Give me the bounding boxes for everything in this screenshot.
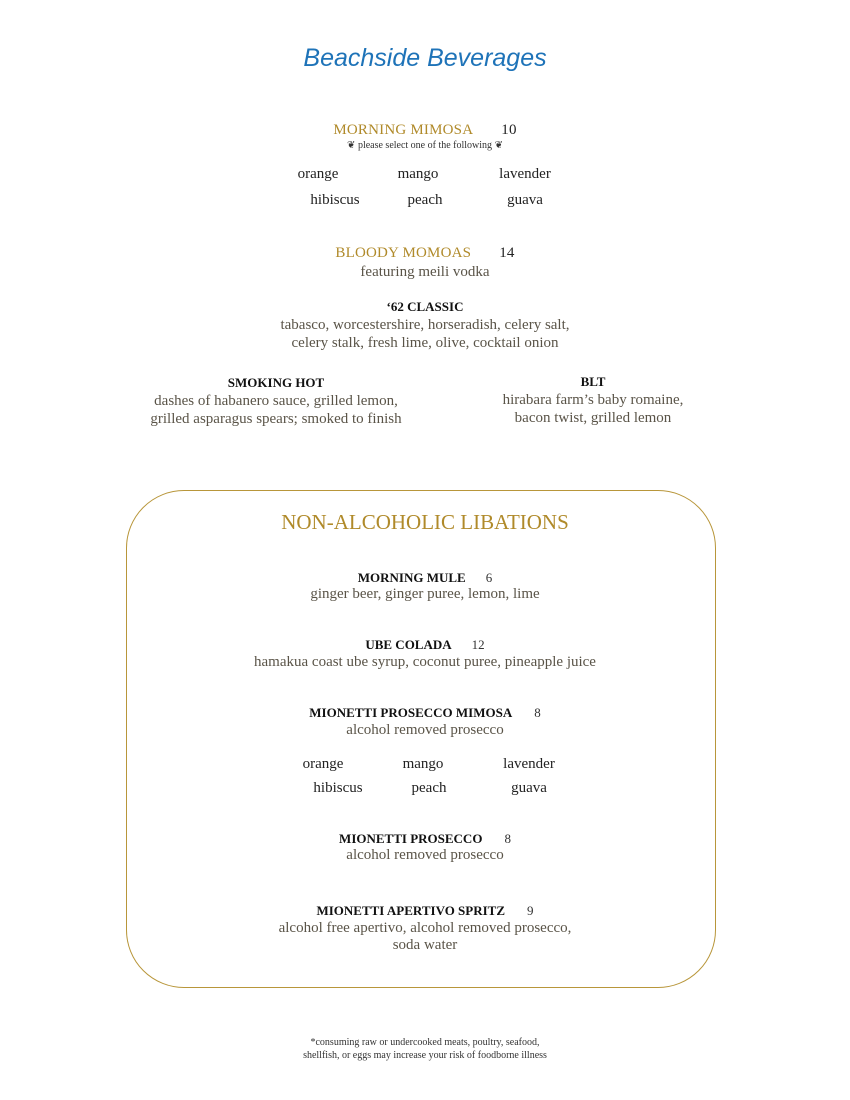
na-flavor-orange: orange [302, 756, 344, 772]
blt-name: BLT [580, 374, 606, 389]
blt-desc-line2: bacon twist, grilled lemon [514, 410, 672, 426]
bloody-momoas-name: BLOODY MOMOAS [335, 245, 472, 261]
smoking-hot-desc-line2: grilled asparagus spears; smoked to finish [150, 411, 402, 427]
spritz-name: MIONETTI APERTIVO SPRITZ [316, 903, 506, 918]
mimosa-flavor-lavender: lavender [499, 166, 551, 182]
ube-colada-desc: hamakua coast ube syrup, coconut puree, pineapple juice [254, 654, 596, 670]
prosecco-mimosa-name: MIONETTI PROSECCO MIMOSA [309, 705, 513, 720]
bloody-momoas-heading [0, 245, 850, 262]
spritz-desc-line2: soda water [392, 937, 458, 953]
page-title: Beachside Beverages [303, 44, 547, 72]
prosecco-mimosa-heading [0, 704, 850, 722]
morning-mimosa-note [0, 140, 850, 151]
footer-disclaimer-line1: *consuming raw or undercooked meats, poultry, seafood, [310, 1037, 540, 1048]
na-flavor-mango: mango [402, 756, 444, 772]
smoking-hot-desc-line1: dashes of habanero sauce, grilled lemon, [154, 393, 398, 409]
mimosa-flavor-mango: mango [397, 166, 439, 182]
smoking-hot-name: SMOKING HOT [227, 375, 325, 390]
prosecco-heading [0, 830, 850, 848]
mimosa-flavor-peach: peach [407, 192, 443, 208]
na-flavor-peach: peach [411, 780, 447, 796]
na-flavor-hibiscus: hibiscus [313, 780, 363, 796]
spritz-price: 9 [527, 903, 534, 918]
classic-desc-line1: tabasco, worcestershire, horseradish, celery salt, [280, 317, 570, 333]
morning-mimosa-heading [0, 122, 850, 139]
prosecco-desc: alcohol removed prosecco [346, 847, 504, 863]
non-alcoholic-title: NON-ALCOHOLIC LIBATIONS [281, 510, 569, 534]
blt-desc-line1: hirabara farm’s baby romaine, [502, 392, 684, 408]
na-flavor-guava: guava [511, 780, 547, 796]
spritz-desc-line1: alcohol free apertivo, alcohol removed prosecco, [278, 920, 572, 936]
morning-mule-desc: ginger beer, ginger puree, lemon, lime [310, 586, 540, 602]
classic-name: ‘62 CLASSIC [386, 299, 464, 314]
prosecco-price: 8 [504, 831, 511, 846]
footer-disclaimer-line2: shellfish, or eggs may increase your risk of foodborne illness [303, 1050, 547, 1061]
ube-colada-heading [0, 636, 850, 654]
prosecco-mimosa-price: 8 [534, 705, 541, 720]
flourish-right-icon: ❦ [494, 140, 503, 151]
mimosa-flavor-guava: guava [507, 192, 543, 208]
na-flavor-lavender: lavender [503, 756, 555, 772]
morning-mule-price: 6 [485, 570, 493, 585]
prosecco-mimosa-desc: alcohol removed prosecco [346, 722, 504, 738]
spritz-heading [0, 902, 850, 920]
mimosa-flavor-hibiscus: hibiscus [310, 192, 360, 208]
bloody-momoas-price: 14 [499, 245, 515, 261]
morning-mimosa-price: 10 [501, 122, 517, 138]
morning-mimosa-name: MORNING MIMOSA [333, 122, 474, 138]
ube-colada-name: UBE COLADA [365, 637, 452, 652]
flourish-left-icon: ❦ [347, 140, 356, 151]
select-note: please select one of the following [357, 140, 493, 151]
classic-desc-line2: celery stalk, fresh lime, olive, cocktail onion [291, 335, 559, 351]
ube-colada-price: 12 [471, 637, 485, 652]
mimosa-flavor-orange: orange [297, 166, 339, 182]
morning-mule-heading [0, 569, 850, 587]
prosecco-name: MIONETTI PROSECCO [339, 831, 483, 846]
morning-mule-name: MORNING MULE [357, 570, 466, 585]
bloody-momoas-subtitle: featuring meili vodka [360, 264, 490, 280]
